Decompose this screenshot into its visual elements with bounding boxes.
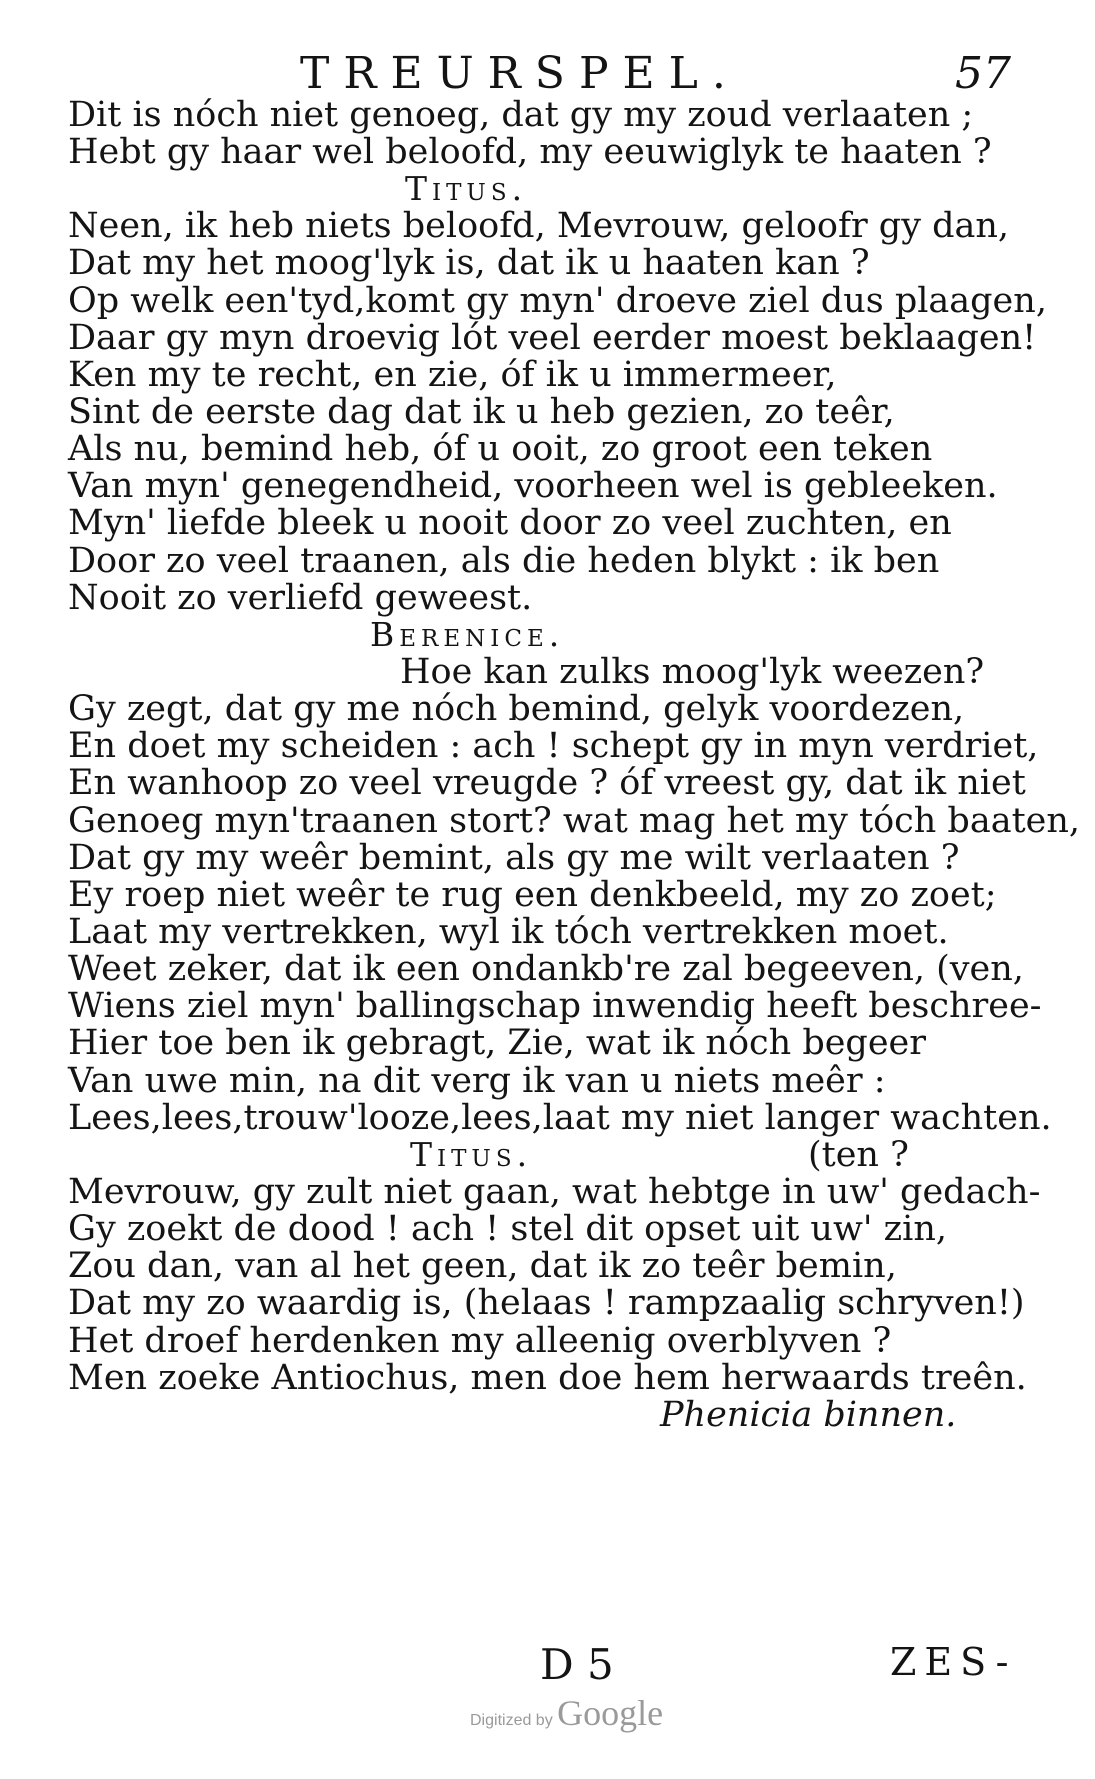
speaker-name: Titus.	[405, 169, 528, 208]
verse-line: Gy zegt, dat gy me nóch bemind, gelyk voordezen,	[68, 689, 965, 729]
verse-line: Weet zeker, dat ik een ondankb're zal begeeven, (ven,	[68, 949, 1024, 989]
digitization-watermark	[470, 1692, 663, 1734]
verse-line: Van myn' genegendheid, voorheen wel is gebleeken.	[68, 466, 998, 506]
verse-line: Dit is nóch niet genoeg, dat gy my zoud verlaaten ;	[68, 95, 974, 135]
watermark-prefix: Digitized by	[470, 1712, 553, 1729]
verse-line: Genoeg myn'traanen stort? wat mag het my tóch baaten,	[68, 801, 1081, 841]
running-head: TREURSPEL.	[300, 48, 740, 99]
verse-line: Hier toe ben ik gebragt, Zie, wat ik nóch begeer	[68, 1023, 926, 1063]
verse-line: Gy zoekt de dood ! ach ! stel dit opset uit uw' zin,	[68, 1209, 947, 1249]
verse-line: Dat my zo waardig is, (helaas ! rampzaalig schryven!)	[68, 1283, 1025, 1323]
verse-line: Neen, ik heb niets beloofd, Mevrouw, geloofr gy dan,	[68, 206, 1010, 246]
verse-line: Daar gy myn droevig lót veel eerder moest beklaagen!	[68, 318, 1037, 358]
verse-line: Men zoeke Antiochus, men doe hem herwaards treên.	[68, 1358, 1027, 1398]
verse-line: Myn' liefde bleek u nooit door zo veel zuchten, en	[68, 503, 952, 543]
signature-mark: D 5	[540, 1640, 614, 1689]
verse-line: Ey roep niet weêr te rug een denkbeeld, my zo zoet;	[68, 875, 997, 915]
verse-line: Door zo veel traanen, als die heden blykt : ik ben	[68, 541, 940, 581]
verse-line: Van uwe min, na dit verg ik van u niets meêr :	[68, 1061, 886, 1101]
verse-line: Dat my het moog'lyk is, dat ik u haaten kan ?	[68, 243, 870, 283]
catchword: ZES-	[890, 1640, 1017, 1684]
watermark-brand: Google	[557, 1693, 664, 1733]
verse-line: Hoe kan zulks moog'lyk weezen?	[400, 652, 985, 692]
verse-line: Op welk een'tyd,komt gy myn' droeve ziel dus plaagen,	[68, 281, 1047, 321]
verse-line: Mevrouw, gy zult niet gaan, wat hebtge in uw' gedach-	[68, 1172, 1041, 1212]
verse-line: Nooit zo verliefd geweest.	[68, 578, 533, 618]
speaker-name: Titus.	[410, 1135, 533, 1174]
page-number: 57	[955, 48, 1011, 99]
verse-line: Sint de eerste dag dat ik u heb gezien, zo teêr,	[68, 392, 895, 432]
verse-line: Dat gy my weêr bemint, als gy me wilt verlaaten ?	[68, 838, 960, 878]
verse-line: Zou dan, van al het geen, dat ik zo teêr bemin,	[68, 1246, 897, 1286]
verse-line: Lees,lees,trouw'looze,lees,laat my niet langer wachten.	[68, 1098, 1052, 1138]
stage-direction: Phenicia binnen.	[660, 1395, 957, 1435]
verse-line: En wanhoop zo veel vreugde ? óf vreest gy, dat ik niet	[68, 763, 1026, 803]
verse-line: Het droef herdenken my alleenig overblyven ?	[68, 1321, 892, 1361]
verse-line: Als nu, bemind heb, óf u ooit, zo groot een teken	[68, 429, 933, 469]
verse-line: Ken my te recht, en zie, óf ik u immermeer,	[68, 355, 837, 395]
verse-line: (ten ?	[808, 1135, 909, 1175]
speaker-name: Berenice.	[370, 615, 565, 654]
verse-line: Wiens ziel myn' ballingschap inwendig heeft beschree-	[68, 986, 1042, 1026]
verse-line: Hebt gy haar wel beloofd, my eeuwiglyk te haaten ?	[68, 132, 992, 172]
verse-line: En doet my scheiden : ach ! schept gy in myn verdriet,	[68, 726, 1039, 766]
verse-line: Laat my vertrekken, wyl ik tóch vertrekken moet.	[68, 912, 949, 952]
